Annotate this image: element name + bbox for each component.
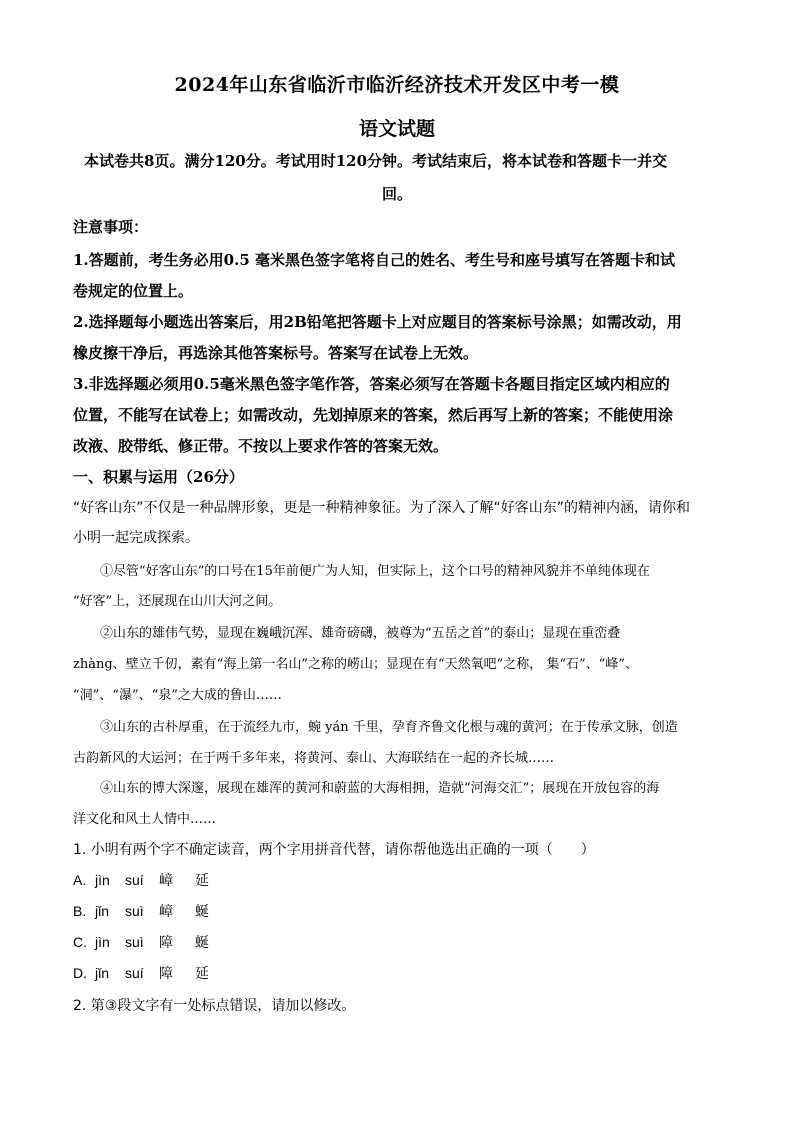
option-char-1: 障 (159, 934, 173, 950)
option-pinyin-1: jǐn (95, 965, 110, 981)
option-letter: B. (73, 903, 87, 919)
option-letter: A. (73, 872, 87, 888)
question-1-option-c[interactable] (73, 932, 209, 952)
passage-line: 洋文化和风土人情中…… (73, 812, 217, 827)
option-char-1: 嶂 (159, 872, 173, 888)
option-char-2: 延 (195, 872, 209, 888)
exam-info-line-1: 本试卷共8页。满分120分。考试用时120分钟。考试结束后，将本试卷和答题卡一并交 (84, 152, 668, 170)
notes-heading: 注意事项： (73, 218, 149, 236)
passage-line: zhàng、壁立千仞，素有“海上第一名山”之称的崂山；显现在有“天然氧吧”之称， 集“石”、“峰”、 (73, 657, 638, 672)
option-char-2: 蜒 (195, 903, 209, 919)
passage-line: 古韵新风的大运河；在于两千多年来，将黄河、泰山、大海联结在一起的齐长城…… (73, 751, 555, 766)
option-char-1: 嶂 (159, 903, 173, 919)
passage-line: “洞”、“瀑”、“泉”之大成的鲁山…… (73, 688, 282, 703)
option-pinyin-1: jǐn (95, 903, 110, 919)
notes-line: 位置，不能写在试卷上；如需改动，先划掉原来的答案，然后再写上新的答案；不能使用涂 (73, 406, 674, 424)
notes-line: 橡皮擦干净后，再选涂其他答案标号。答案写在试卷上无效。 (73, 344, 479, 362)
exam-title: 2024年山东省临沂市临沂经济技术开发区中考一模 (174, 74, 620, 96)
exam-info-line-2: 回。 (381, 185, 412, 203)
notes-line: 2.选择题每小题选出答案后，用2B铅笔把答题卡上对应题目的答案标号涂黑；如需改动，用 (73, 313, 682, 331)
option-pinyin-2: suì (125, 934, 144, 950)
option-pinyin-2: suì (125, 903, 144, 919)
passage-line: ③山东的古朴厚重，在于流经九市，蜿 yán 千里，孕育齐鲁文化根与魂的黄河；在于传承文脉，创造 (100, 720, 678, 735)
exam-subtitle: 语文试题 (358, 118, 435, 140)
option-char-2: 蜒 (195, 934, 209, 950)
option-char-1: 障 (159, 965, 173, 981)
passage-line: “好客”上，还展现在山川大河之间。 (73, 594, 282, 609)
question-1-option-a[interactable] (73, 870, 209, 890)
section-intro-line: 小明一起完成探索。 (73, 530, 199, 546)
section-heading: 一、积累与运用（26分） (73, 468, 244, 486)
option-pinyin-1: jìn (95, 872, 110, 888)
question-1-stem: 1. 小明有两个字不确定读音，两个字用拼音代替，请你帮他选出正确的一项（ ） (73, 842, 595, 858)
section-intro-line: “好客山东”不仅是一种品牌形象，更是一种精神象征。为了深入了解“好客山东”的精神内涵，请你和 (73, 500, 691, 516)
option-pinyin-2: suí (125, 965, 144, 981)
question-1-option-b[interactable] (73, 901, 209, 921)
notes-line: 卷规定的位置上。 (73, 282, 194, 300)
notes-line: 1.答题前，考生务必用0.5 毫米黑色签字笔将自己的姓名、考生号和座号填写在答题卡和试 (73, 251, 675, 269)
option-pinyin-2: suí (125, 872, 144, 888)
question-1-option-d[interactable] (73, 963, 209, 983)
notes-line: 3.非选择题必须用0.5毫米黑色签字笔作答，答案必须写在答题卡各题目指定区域内相应的 (73, 375, 670, 393)
notes-line: 改液、胶带纸、修正带。不按以上要求作答的答案无效。 (73, 437, 449, 455)
option-letter: C. (73, 934, 87, 950)
option-letter: D. (73, 965, 87, 981)
question-2-stem: 2. 第③段文字有一处标点错误，请加以修改。 (73, 998, 356, 1014)
passage-line: ④山东的博大深邃，展现在雄浑的黄河和蔚蓝的大海相拥，造就“河海交汇”；展现在开放包容的海 (100, 781, 660, 796)
option-char-2: 延 (195, 965, 209, 981)
passage-line: ②山东的雄伟气势，显现在巍峨沉浑、雄奇磅礴，被尊为“五岳之首”的泰山；显现在重峦叠 (100, 626, 621, 641)
passage-line: ①尽管“好客山东”的口号在15年前便广为人知，但实际上，这个口号的精神风貌并不单纯体现在 (100, 564, 650, 579)
option-pinyin-1: jìn (95, 934, 110, 950)
